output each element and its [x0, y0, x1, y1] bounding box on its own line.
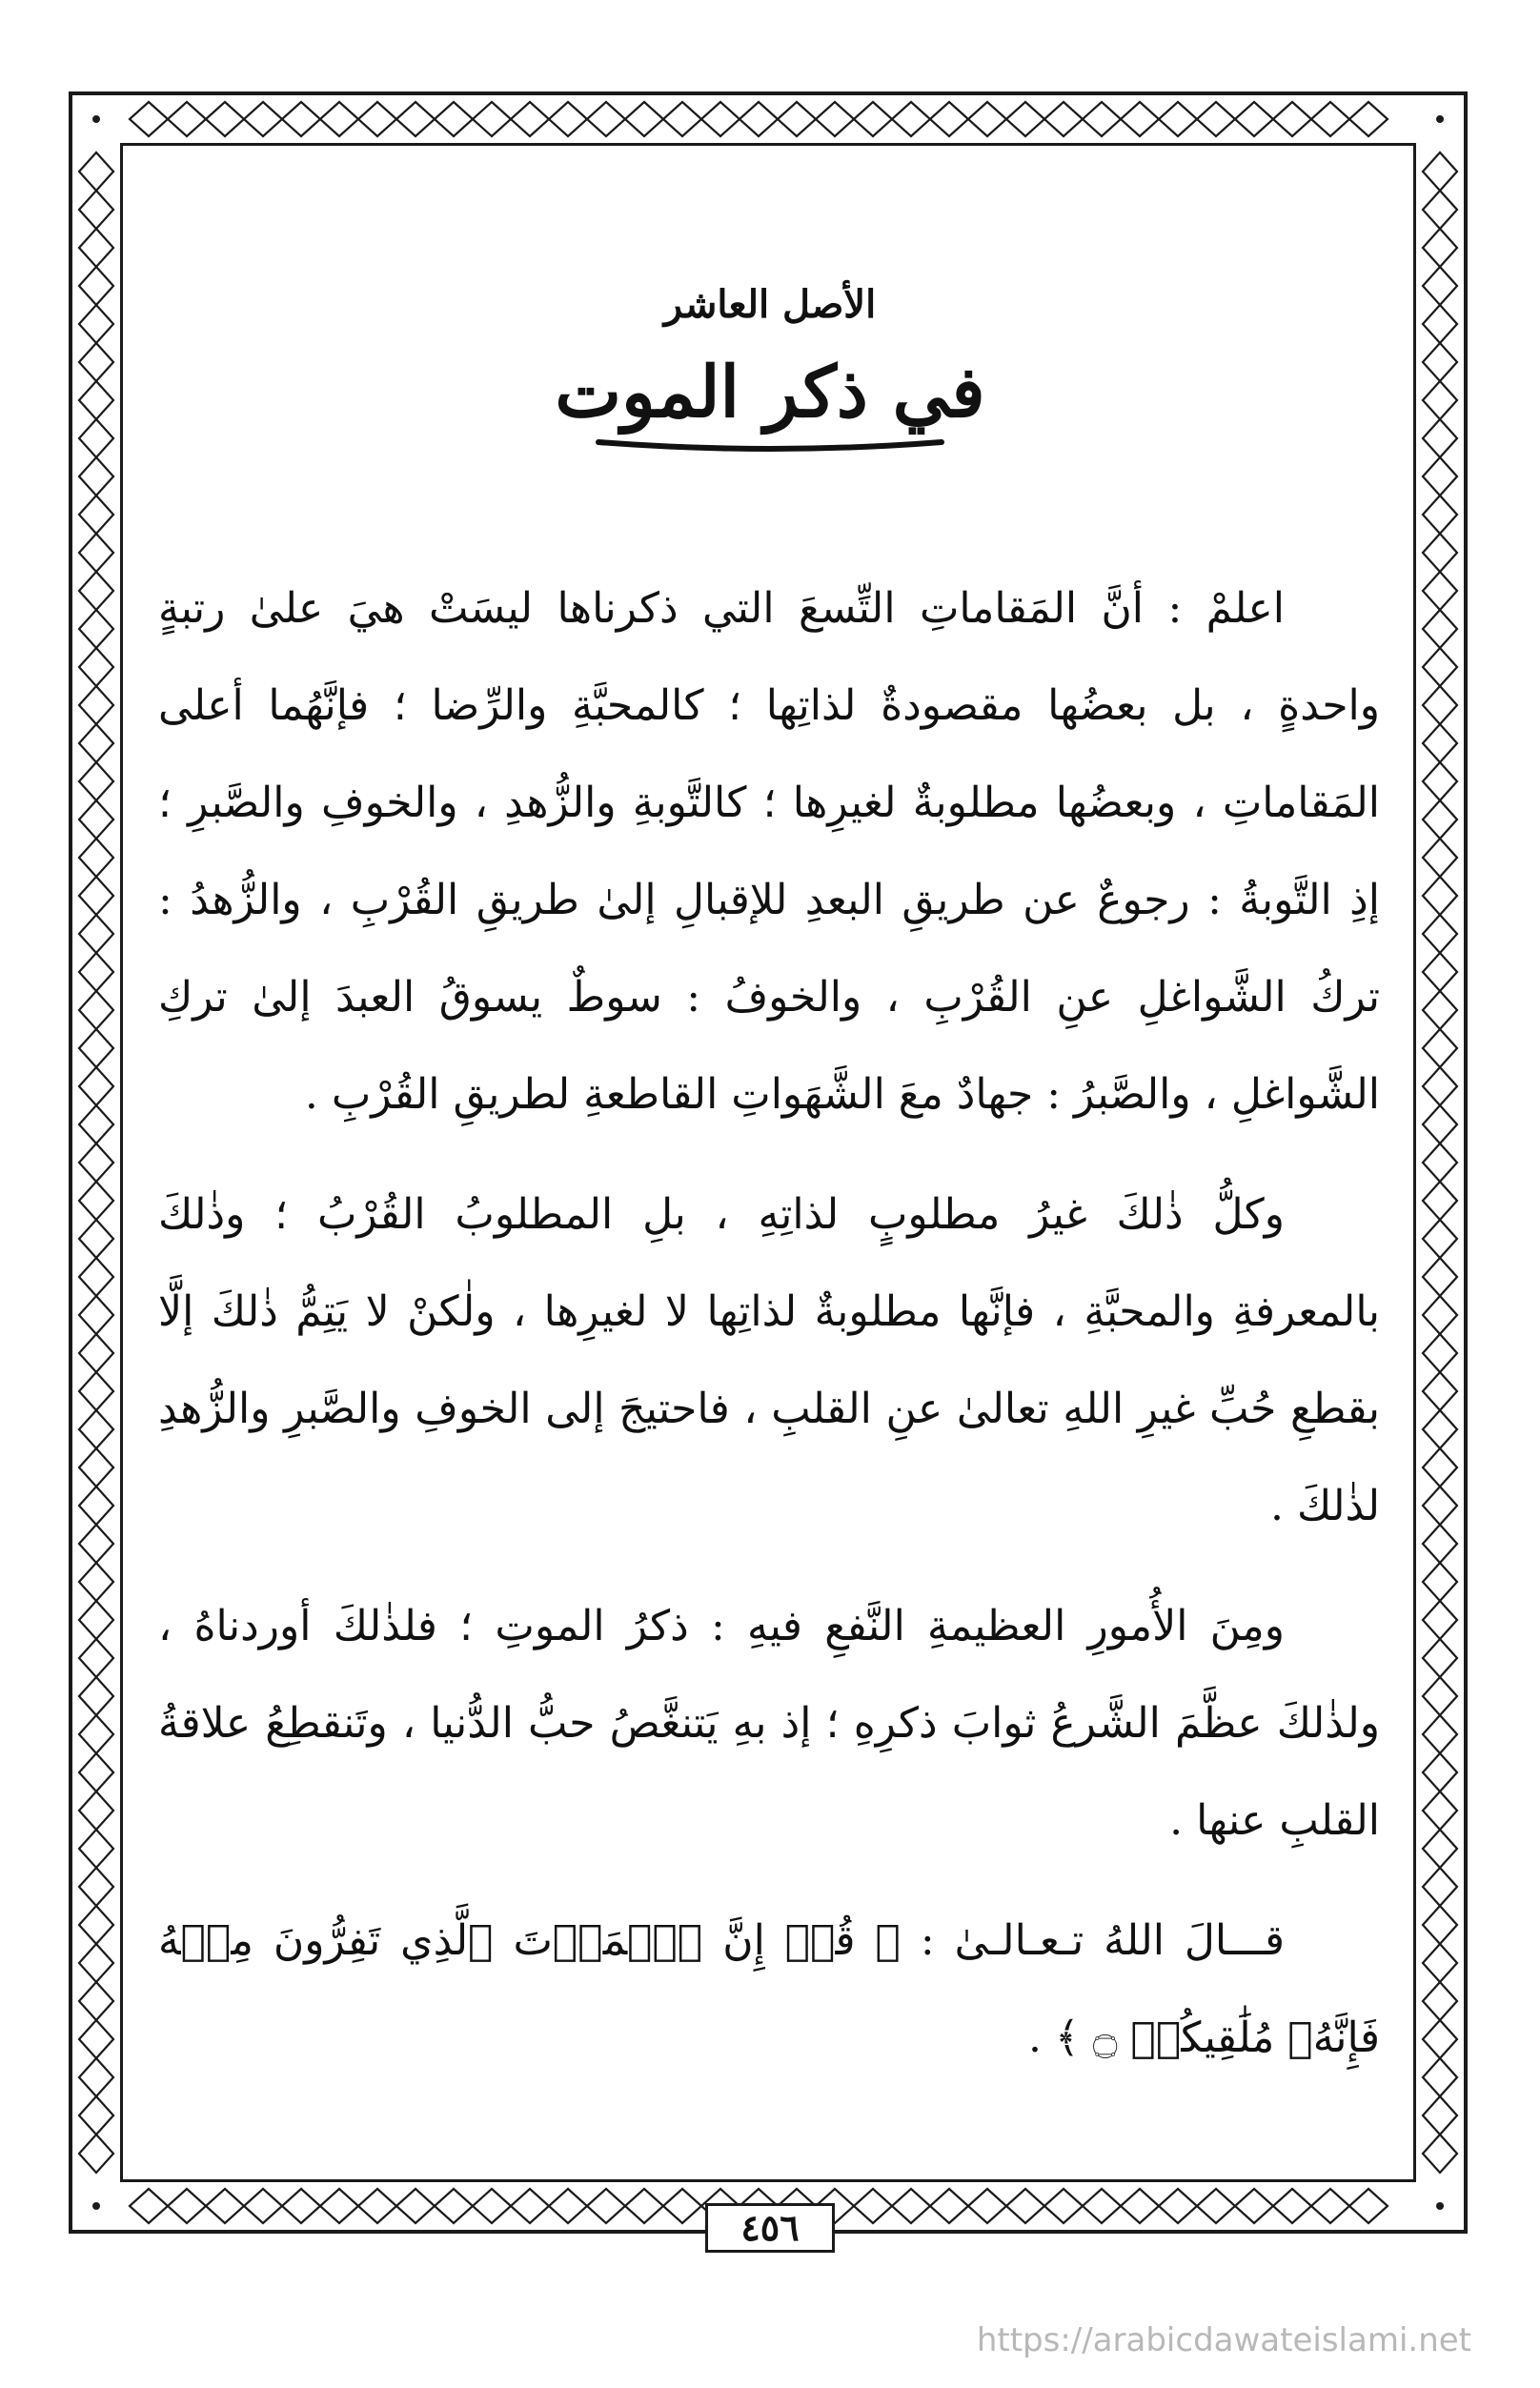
- page-number: ٤٥٦: [705, 2203, 835, 2253]
- paragraph-2: وكلُّ ذٰلكَ غيرُ مطلوبٍ لذاتِهِ ، بلِ المطلوبُ القُرْبُ ؛ وذٰلكَ بالمعرفةِ والمحبَّةِ ، فإنَّها مطلوبةٌ لذاتِها لا لغيرِها ، ولٰكنْ لا يَتِمُّ ذٰلكَ إلَّا بقطعِ حُبِّ غيرِ اللهِ تعالىٰ عنِ القلبِ ، فاحتيجَ إلى الخوفِ والصَّبرِ والزُّهدِ لذٰلكَ .: [158, 1190, 1380, 1530]
- paragraph-1: اعلمْ : أنَّ المَقاماتِ التِّسعَ التي ذكرناها ليسَتْ هيَ علىٰ رتبةٍ واحدةٍ ، بل بعضُها مقصودةٌ لذاتِها ؛ كالمحبَّةِ والرِّضا ؛ فإنَّهُما أعلى المَقاماتِ ، وبعضُها مطلوبةٌ لغيرِها ؛ كالتَّوبةِ والزُّهدِ ، والخوفِ والصَّبرِ ؛ إذِ التَّوبةُ : رجوعٌ عن طريقِ البعدِ للإقبالِ إلىٰ طريقِ القُرْبِ ، والزُّهدُ : تركُ الشَّواغلِ عنِ القُرْبِ ، والخوفُ : سوطٌ يسوقُ العبدَ إلىٰ تركِ الشَّواغلِ ، والصَّبرُ : جهادٌ معَ الشَّهَواتِ القاطعةِ لطريقِ القُرْبِ .: [158, 584, 1380, 1119]
- chapter-header: [143, 276, 1397, 454]
- chapter-subtitle: الأصل العاشر: [663, 282, 877, 327]
- body-text: [158, 560, 1380, 2110]
- paragraph-3: ومِنَ الأُمورِ العظيمةِ النَّفعِ فيهِ : ذكرُ الموتِ ؛ فلذٰلكَ أوردناهُ ، ولذٰلكَ عظَّمَ الشَّرعُ ثوابَ ذكرِهِ ؛ إذ بهِ يَتنغَّصُ حبُّ الدُّنيا ، وتَنقطِعُ علاقةُ القلبِ عنها .: [158, 1602, 1380, 1845]
- watermark-url: https://arabicdawateislami.net: [976, 2321, 1471, 2359]
- quran-quote-paragraph: قـــالَ اللهُ تـعـالـىٰ : ﴿ قُلۡ إِنَّ ٱلۡمَوۡتَ ٱلَّذِي تَفِرُّونَ مِنۡهُ فَإِنَّهُۥ مُلَٰقِيكُمۡ ۝ ﴾ .: [158, 1916, 1380, 2062]
- chapter-title: في ذكر الموت: [555, 352, 985, 434]
